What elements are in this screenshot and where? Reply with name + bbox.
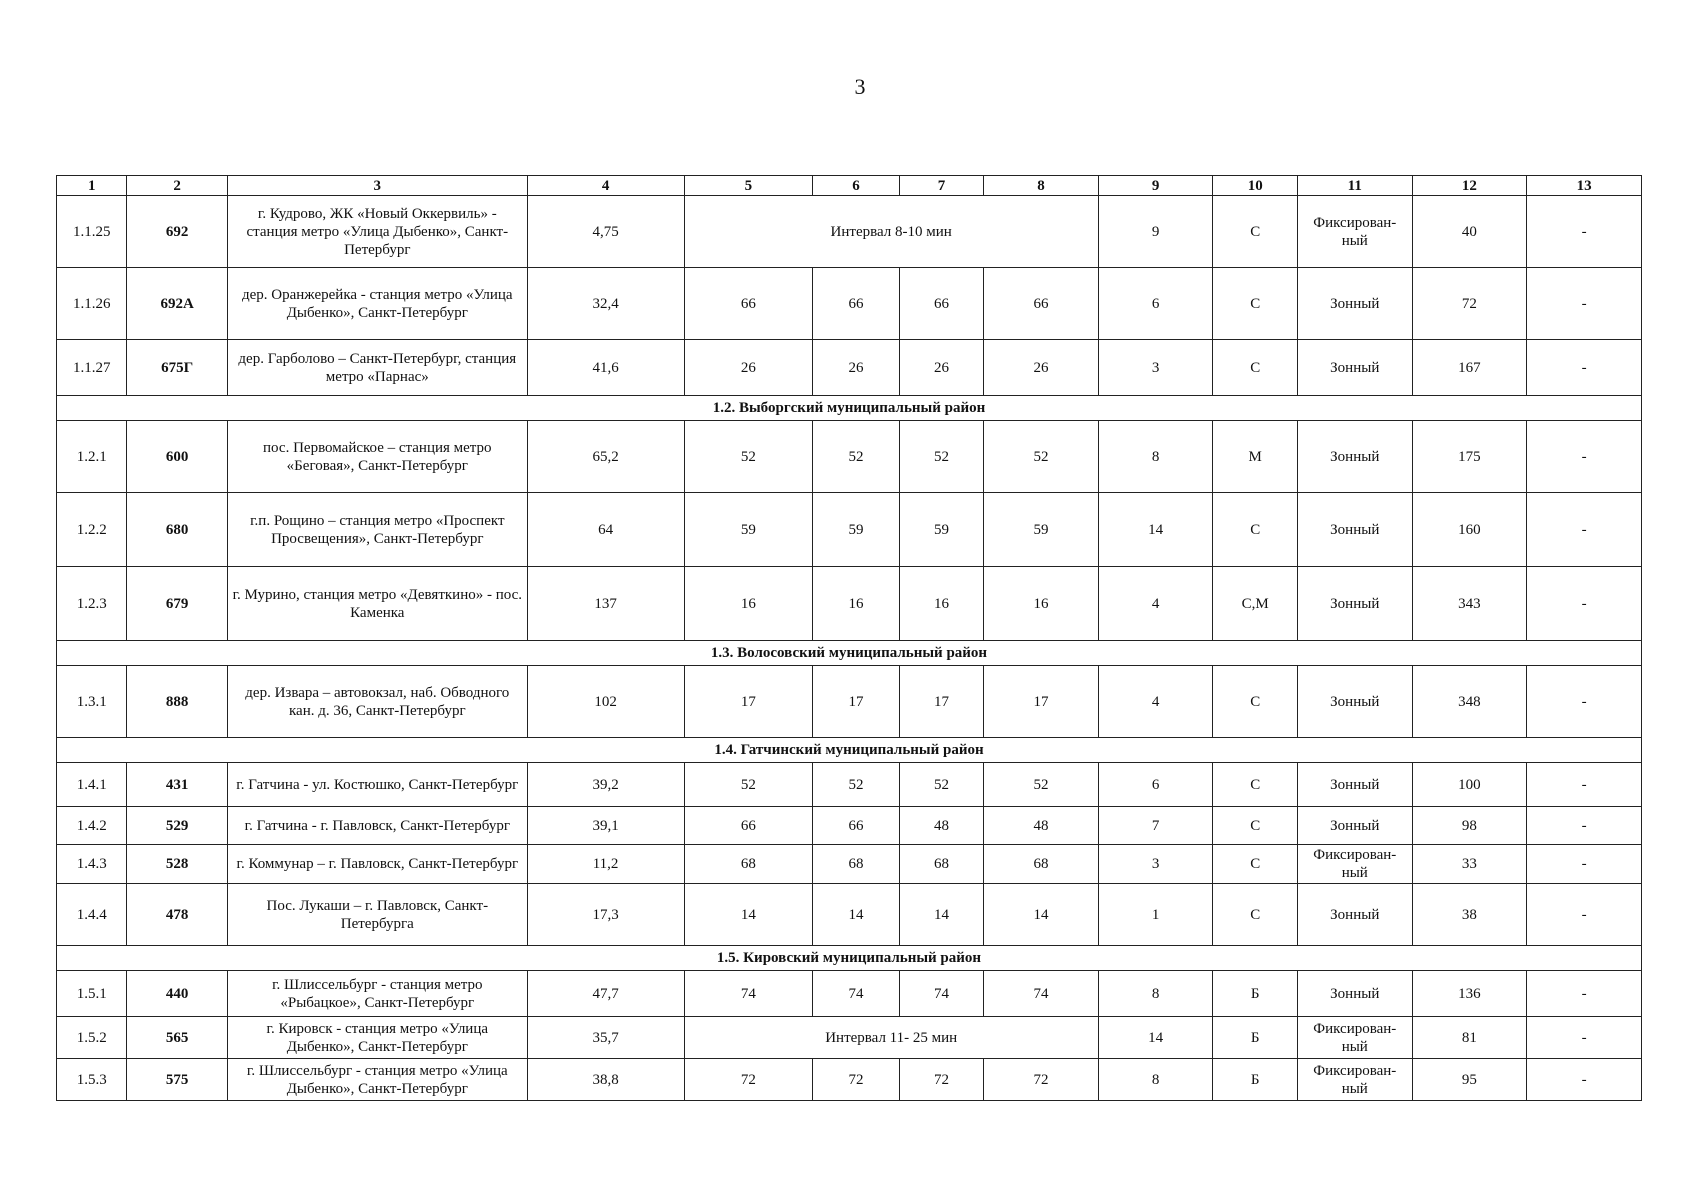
trips-cell: 66 xyxy=(984,268,1099,340)
route-name-cell: г. Коммунар – г. Павловск, Санкт-Петербург xyxy=(227,845,527,884)
interval-cell: Интервал 8-10 мин xyxy=(684,196,1098,268)
trips-cell: 52 xyxy=(899,421,983,493)
column-header: 11 xyxy=(1297,176,1412,196)
section-title: 1.2. Выборгский муниципальный район xyxy=(57,396,1642,421)
table-row xyxy=(57,1017,1642,1059)
value-cell: 160 xyxy=(1412,493,1527,567)
table-row xyxy=(57,666,1642,738)
note-cell: - xyxy=(1527,666,1642,738)
note-cell: - xyxy=(1527,493,1642,567)
trips-cell: 68 xyxy=(984,845,1099,884)
length-cell: 47,7 xyxy=(527,971,684,1017)
vehicle-count-cell: 8 xyxy=(1098,1059,1213,1101)
table-row xyxy=(57,845,1642,884)
note-cell: - xyxy=(1527,971,1642,1017)
section-title: 1.5. Кировский муниципальный район xyxy=(57,946,1642,971)
value-cell: 33 xyxy=(1412,845,1527,884)
route-number-cell: 529 xyxy=(127,807,228,845)
trips-cell: 17 xyxy=(899,666,983,738)
route-name-cell: г. Гатчина - ул. Костюшко, Санкт-Петербург xyxy=(227,763,527,807)
column-header: 4 xyxy=(527,176,684,196)
trips-cell: 17 xyxy=(984,666,1099,738)
fare-type-cell: Зонный xyxy=(1297,666,1412,738)
note-cell: - xyxy=(1527,340,1642,396)
route-name-cell: г. Шлиссельбург - станция метро «Рыбацкое», Санкт-Петербург xyxy=(227,971,527,1017)
column-header: 6 xyxy=(813,176,899,196)
column-header: 3 xyxy=(227,176,527,196)
table-row xyxy=(57,340,1642,396)
table-row xyxy=(57,971,1642,1017)
vehicle-count-cell: 8 xyxy=(1098,421,1213,493)
column-header: 10 xyxy=(1213,176,1297,196)
route-number-cell: 440 xyxy=(127,971,228,1017)
length-cell: 39,1 xyxy=(527,807,684,845)
vehicle-class-cell: С xyxy=(1213,666,1297,738)
row-index-cell: 1.4.2 xyxy=(57,807,127,845)
column-header: 5 xyxy=(684,176,813,196)
row-index-cell: 1.2.3 xyxy=(57,567,127,641)
vehicle-class-cell: С xyxy=(1213,268,1297,340)
length-cell: 137 xyxy=(527,567,684,641)
route-name-cell: г. Мурино, станция метро «Девяткино» - пос. Каменка xyxy=(227,567,527,641)
column-header: 9 xyxy=(1098,176,1213,196)
trips-cell: 59 xyxy=(813,493,899,567)
vehicle-class-cell: С xyxy=(1213,196,1297,268)
length-cell: 4,75 xyxy=(527,196,684,268)
column-header: 7 xyxy=(899,176,983,196)
note-cell: - xyxy=(1527,1059,1642,1101)
table-row xyxy=(57,196,1642,268)
vehicle-count-cell: 14 xyxy=(1098,1017,1213,1059)
fare-type-cell: Фиксирован-ный xyxy=(1297,1017,1412,1059)
note-cell: - xyxy=(1527,268,1642,340)
trips-cell: 74 xyxy=(813,971,899,1017)
vehicle-count-cell: 3 xyxy=(1098,340,1213,396)
table-row xyxy=(57,567,1642,641)
value-cell: 72 xyxy=(1412,268,1527,340)
table-row xyxy=(57,493,1642,567)
note-cell: - xyxy=(1527,763,1642,807)
vehicle-class-cell: Б xyxy=(1213,1017,1297,1059)
column-header: 8 xyxy=(984,176,1099,196)
route-number-cell: 680 xyxy=(127,493,228,567)
trips-cell: 72 xyxy=(984,1059,1099,1101)
trips-cell: 26 xyxy=(984,340,1099,396)
vehicle-count-cell: 7 xyxy=(1098,807,1213,845)
route-number-cell: 575 xyxy=(127,1059,228,1101)
trips-cell: 17 xyxy=(813,666,899,738)
trips-cell: 26 xyxy=(684,340,813,396)
fare-type-cell: Зонный xyxy=(1297,493,1412,567)
trips-cell: 26 xyxy=(813,340,899,396)
trips-cell: 14 xyxy=(899,884,983,946)
row-index-cell: 1.5.1 xyxy=(57,971,127,1017)
value-cell: 95 xyxy=(1412,1059,1527,1101)
interval-cell: Интервал 11- 25 мин xyxy=(684,1017,1098,1059)
route-name-cell: г. Кировск - станция метро «Улица Дыбенко», Санкт-Петербург xyxy=(227,1017,527,1059)
value-cell: 38 xyxy=(1412,884,1527,946)
table-row xyxy=(57,268,1642,340)
note-cell: - xyxy=(1527,567,1642,641)
route-number-cell: 692А xyxy=(127,268,228,340)
vehicle-class-cell: С xyxy=(1213,807,1297,845)
vehicle-class-cell: М xyxy=(1213,421,1297,493)
vehicle-count-cell: 4 xyxy=(1098,666,1213,738)
trips-cell: 14 xyxy=(684,884,813,946)
trips-cell: 48 xyxy=(984,807,1099,845)
trips-cell: 66 xyxy=(813,807,899,845)
trips-cell: 14 xyxy=(984,884,1099,946)
trips-cell: 72 xyxy=(899,1059,983,1101)
value-cell: 100 xyxy=(1412,763,1527,807)
length-cell: 17,3 xyxy=(527,884,684,946)
vehicle-count-cell: 6 xyxy=(1098,763,1213,807)
vehicle-count-cell: 14 xyxy=(1098,493,1213,567)
trips-cell: 16 xyxy=(899,567,983,641)
table-row xyxy=(57,884,1642,946)
section-title: 1.3. Волосовский муниципальный район xyxy=(57,641,1642,666)
note-cell: - xyxy=(1527,196,1642,268)
length-cell: 38,8 xyxy=(527,1059,684,1101)
trips-cell: 59 xyxy=(984,493,1099,567)
trips-cell: 66 xyxy=(813,268,899,340)
route-name-cell: г.п. Рощино – станция метро «Проспект Просвещения», Санкт-Петербург xyxy=(227,493,527,567)
value-cell: 167 xyxy=(1412,340,1527,396)
value-cell: 40 xyxy=(1412,196,1527,268)
column-header: 13 xyxy=(1527,176,1642,196)
fare-type-cell: Зонный xyxy=(1297,268,1412,340)
row-index-cell: 1.4.4 xyxy=(57,884,127,946)
vehicle-count-cell: 4 xyxy=(1098,567,1213,641)
table-row xyxy=(57,1059,1642,1101)
table-body xyxy=(57,196,1642,1101)
trips-cell: 52 xyxy=(984,421,1099,493)
length-cell: 41,6 xyxy=(527,340,684,396)
value-cell: 348 xyxy=(1412,666,1527,738)
section-row xyxy=(57,396,1642,421)
trips-cell: 52 xyxy=(684,421,813,493)
row-index-cell: 1.3.1 xyxy=(57,666,127,738)
column-header: 2 xyxy=(127,176,228,196)
row-index-cell: 1.5.3 xyxy=(57,1059,127,1101)
route-name-cell: г. Гатчина - г. Павловск, Санкт-Петербург xyxy=(227,807,527,845)
route-name-cell: г. Кудрово, ЖК «Новый Оккервиль» - станция метро «Улица Дыбенко», Санкт-Петербург xyxy=(227,196,527,268)
trips-cell: 52 xyxy=(813,763,899,807)
vehicle-class-cell: С xyxy=(1213,340,1297,396)
route-number-cell: 478 xyxy=(127,884,228,946)
fare-type-cell: Зонный xyxy=(1297,567,1412,641)
trips-cell: 52 xyxy=(984,763,1099,807)
vehicle-class-cell: Б xyxy=(1213,971,1297,1017)
table-row xyxy=(57,421,1642,493)
length-cell: 11,2 xyxy=(527,845,684,884)
section-row xyxy=(57,641,1642,666)
length-cell: 39,2 xyxy=(527,763,684,807)
route-number-cell: 679 xyxy=(127,567,228,641)
note-cell: - xyxy=(1527,1017,1642,1059)
row-index-cell: 1.4.3 xyxy=(57,845,127,884)
length-cell: 64 xyxy=(527,493,684,567)
section-row xyxy=(57,738,1642,763)
vehicle-count-cell: 3 xyxy=(1098,845,1213,884)
fare-type-cell: Фиксирован-ный xyxy=(1297,196,1412,268)
section-title: 1.4. Гатчинский муниципальный район xyxy=(57,738,1642,763)
length-cell: 32,4 xyxy=(527,268,684,340)
route-name-cell: Пос. Лукаши – г. Павловск, Санкт-Петербурга xyxy=(227,884,527,946)
fare-type-cell: Зонный xyxy=(1297,421,1412,493)
row-index-cell: 1.1.26 xyxy=(57,268,127,340)
note-cell: - xyxy=(1527,421,1642,493)
length-cell: 65,2 xyxy=(527,421,684,493)
header-row xyxy=(57,176,1642,196)
row-index-cell: 1.1.25 xyxy=(57,196,127,268)
route-number-cell: 675Г xyxy=(127,340,228,396)
trips-cell: 74 xyxy=(899,971,983,1017)
table-row xyxy=(57,807,1642,845)
trips-cell: 17 xyxy=(684,666,813,738)
trips-cell: 66 xyxy=(684,268,813,340)
vehicle-count-cell: 1 xyxy=(1098,884,1213,946)
route-name-cell: г. Шлиссельбург - станция метро «Улица Дыбенко», Санкт-Петербург xyxy=(227,1059,527,1101)
route-number-cell: 600 xyxy=(127,421,228,493)
routes-table xyxy=(56,175,1642,1101)
value-cell: 343 xyxy=(1412,567,1527,641)
trips-cell: 66 xyxy=(684,807,813,845)
trips-cell: 48 xyxy=(899,807,983,845)
trips-cell: 59 xyxy=(899,493,983,567)
fare-type-cell: Зонный xyxy=(1297,971,1412,1017)
route-name-cell: дер. Оранжерейка - станция метро «Улица Дыбенко», Санкт-Петербург xyxy=(227,268,527,340)
fare-type-cell: Фиксирован-ный xyxy=(1297,845,1412,884)
trips-cell: 68 xyxy=(813,845,899,884)
value-cell: 81 xyxy=(1412,1017,1527,1059)
note-cell: - xyxy=(1527,807,1642,845)
trips-cell: 66 xyxy=(899,268,983,340)
trips-cell: 72 xyxy=(813,1059,899,1101)
trips-cell: 68 xyxy=(684,845,813,884)
value-cell: 175 xyxy=(1412,421,1527,493)
route-number-cell: 528 xyxy=(127,845,228,884)
trips-cell: 52 xyxy=(899,763,983,807)
vehicle-class-cell: С xyxy=(1213,884,1297,946)
note-cell: - xyxy=(1527,845,1642,884)
route-number-cell: 888 xyxy=(127,666,228,738)
vehicle-count-cell: 8 xyxy=(1098,971,1213,1017)
route-name-cell: пос. Первомайское – станция метро «Беговая», Санкт-Петербург xyxy=(227,421,527,493)
trips-cell: 52 xyxy=(684,763,813,807)
row-index-cell: 1.5.2 xyxy=(57,1017,127,1059)
route-number-cell: 565 xyxy=(127,1017,228,1059)
length-cell: 35,7 xyxy=(527,1017,684,1059)
trips-cell: 74 xyxy=(684,971,813,1017)
row-index-cell: 1.1.27 xyxy=(57,340,127,396)
table-row xyxy=(57,763,1642,807)
column-header: 1 xyxy=(57,176,127,196)
trips-cell: 16 xyxy=(984,567,1099,641)
trips-cell: 52 xyxy=(813,421,899,493)
trips-cell: 14 xyxy=(813,884,899,946)
length-cell: 102 xyxy=(527,666,684,738)
value-cell: 136 xyxy=(1412,971,1527,1017)
trips-cell: 59 xyxy=(684,493,813,567)
vehicle-class-cell: С xyxy=(1213,845,1297,884)
vehicle-count-cell: 9 xyxy=(1098,196,1213,268)
route-name-cell: дер. Гарболово – Санкт-Петербург, станция метро «Парнас» xyxy=(227,340,527,396)
route-number-cell: 692 xyxy=(127,196,228,268)
fare-type-cell: Зонный xyxy=(1297,807,1412,845)
fare-type-cell: Фиксирован-ный xyxy=(1297,1059,1412,1101)
trips-cell: 74 xyxy=(984,971,1099,1017)
vehicle-count-cell: 6 xyxy=(1098,268,1213,340)
fare-type-cell: Зонный xyxy=(1297,340,1412,396)
vehicle-class-cell: С,М xyxy=(1213,567,1297,641)
fare-type-cell: Зонный xyxy=(1297,884,1412,946)
trips-cell: 16 xyxy=(813,567,899,641)
note-cell: - xyxy=(1527,884,1642,946)
row-index-cell: 1.2.1 xyxy=(57,421,127,493)
row-index-cell: 1.2.2 xyxy=(57,493,127,567)
trips-cell: 68 xyxy=(899,845,983,884)
route-number-cell: 431 xyxy=(127,763,228,807)
vehicle-class-cell: С xyxy=(1213,763,1297,807)
value-cell: 98 xyxy=(1412,807,1527,845)
section-row xyxy=(57,946,1642,971)
vehicle-class-cell: С xyxy=(1213,493,1297,567)
fare-type-cell: Зонный xyxy=(1297,763,1412,807)
vehicle-class-cell: Б xyxy=(1213,1059,1297,1101)
column-header: 12 xyxy=(1412,176,1527,196)
trips-cell: 16 xyxy=(684,567,813,641)
row-index-cell: 1.4.1 xyxy=(57,763,127,807)
page-number: 3 xyxy=(854,74,866,99)
trips-cell: 72 xyxy=(684,1059,813,1101)
route-name-cell: дер. Извара – автовокзал, наб. Обводного кан. д. 36, Санкт-Петербург xyxy=(227,666,527,738)
trips-cell: 26 xyxy=(899,340,983,396)
